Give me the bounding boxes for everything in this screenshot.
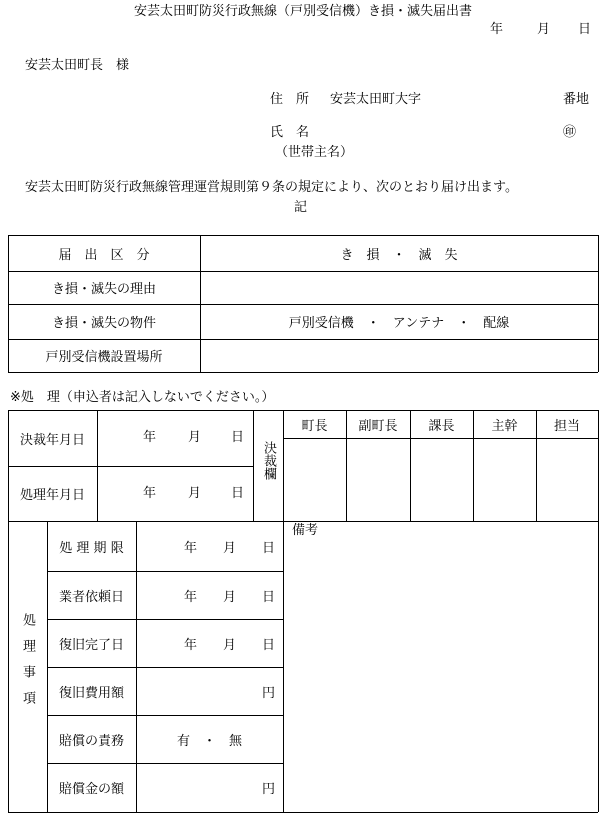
address-suffix: 番地 xyxy=(563,92,590,107)
reason-label: き損・滅失の理由 xyxy=(51,282,156,297)
process-date-label: 処理年月日 xyxy=(19,488,85,503)
form-title: 安芸太田町防災行政無線（戸別受信機）き損・滅失届出書 xyxy=(133,4,472,19)
addressee: 安芸太田町長 様 xyxy=(25,58,130,73)
date-year: 年 xyxy=(490,22,504,37)
decision-year: 年 xyxy=(143,430,157,445)
reason-field[interactable] xyxy=(200,271,598,304)
statement: 安芸太田町防災行政無線管理運営規則第９条の規定により、次のとおり届け出ます。 xyxy=(25,180,518,195)
approver-supervisor: 主幹 xyxy=(491,418,518,434)
date-month: 月 xyxy=(537,22,551,37)
decision-month: 月 xyxy=(188,430,202,445)
restore-date-label: 復旧完了日 xyxy=(58,637,124,653)
process-day: 日 xyxy=(231,486,245,501)
item-value[interactable]: 戸別受信機 ・ アンテナ ・ 配線 xyxy=(288,316,510,331)
liability-value[interactable]: 有 ・ 無 xyxy=(176,733,242,749)
deadline-label: 処 理 期 限 xyxy=(59,540,124,556)
restore-cost-label: 復旧費用額 xyxy=(58,685,124,701)
decision-date-label: 決裁年月日 xyxy=(19,432,85,448)
process-month: 月 xyxy=(188,486,202,501)
approver-mayor: 町長 xyxy=(301,418,328,434)
approver-deputy-mayor: 副町長 xyxy=(358,418,398,434)
request-date-label: 業者依頼日 xyxy=(58,589,124,605)
restore-cost-value[interactable]: 円 xyxy=(261,685,275,701)
remarks-label: 備考 xyxy=(292,523,319,538)
location-field[interactable] xyxy=(200,339,598,372)
compensation-label: 賠償金の額 xyxy=(58,782,124,797)
seal-mark: ㊞ xyxy=(563,125,577,140)
compensation-value[interactable]: 円 xyxy=(261,782,275,797)
processing-section-label: 処理事項 xyxy=(20,613,35,717)
location-label: 戸別受信機設置場所 xyxy=(45,350,163,365)
address-label: 住 所 xyxy=(270,92,310,107)
name-label: 氏 名 xyxy=(270,125,310,140)
approver-section-chief: 課長 xyxy=(428,418,455,434)
restore-date-value[interactable]: 年 月 日 xyxy=(183,637,275,653)
name-note: （世帯主名） xyxy=(275,145,354,160)
ki-mark: 記 xyxy=(294,200,308,215)
liability-label: 賠償の責務 xyxy=(58,733,124,749)
decision-day: 日 xyxy=(231,430,245,445)
report-type-value[interactable]: き 損 ・ 滅 失 xyxy=(340,247,458,263)
processing-note: ※処 理（申込者は記入しないでください。） xyxy=(10,390,275,405)
date-day: 日 xyxy=(578,22,592,37)
deadline-value[interactable]: 年 月 日 xyxy=(183,540,275,556)
request-date-value[interactable]: 年 月 日 xyxy=(183,589,275,605)
decision-column-label: 決裁欄 xyxy=(261,440,276,480)
report-type-label: 届 出 区 分 xyxy=(58,247,150,263)
approver-staff: 担当 xyxy=(553,418,580,434)
process-year: 年 xyxy=(143,486,157,501)
item-label: き損・滅失の物件 xyxy=(51,316,156,331)
address-value: 安芸太田町大字 xyxy=(330,92,422,107)
